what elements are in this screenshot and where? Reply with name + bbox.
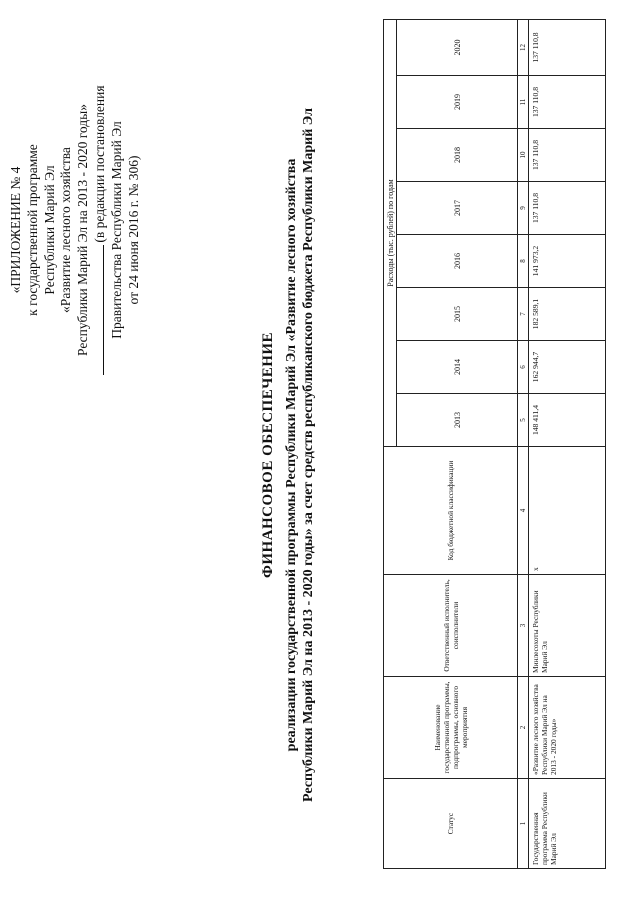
cell-value: 162 944,7 xyxy=(529,341,606,394)
appendix-line: Республики Марий Эл xyxy=(41,165,57,295)
table-header-row xyxy=(384,19,397,868)
column-number: 2 xyxy=(518,677,529,779)
appendix-line: Республики Марий Эл на 2013 - 2020 годы» xyxy=(75,104,91,356)
column-number: 11 xyxy=(518,76,529,129)
cell-executor: Минлесохоты Республики Марий Эл xyxy=(529,575,606,677)
column-number: 4 xyxy=(518,447,529,575)
cell-name: «Развитие лесного хозяйства Республики Марий Эл на 2013 - 2020 годы» xyxy=(529,677,606,779)
header-name: Наименование государственной программы, подпрограммы, основного мероприятия xyxy=(384,677,518,779)
document-heading xyxy=(260,25,317,885)
header-year: 2018 xyxy=(397,129,518,182)
heading-subtitle: Республики Марий Эл на 2013 - 2020 годы» за счет средств республиканского бюджета Республики Марий Эл xyxy=(301,108,316,802)
column-number: 1 xyxy=(518,779,529,869)
column-number: 9 xyxy=(518,182,529,235)
appendix-title: «ПРИЛОЖЕНИЕ № 4 xyxy=(8,166,23,294)
cell-status: Государственная программа Республики Марий Эл xyxy=(529,779,606,869)
heading-title: ФИНАНСОВОЕ ОБЕСПЕЧЕНИЕ xyxy=(260,331,276,579)
signature-underline xyxy=(92,245,104,375)
appendix-edition-text: (в редакции постановления xyxy=(91,85,107,243)
column-number: 7 xyxy=(518,288,529,341)
appendix-date-line: от 24 июня 2016 г. № 306) xyxy=(125,155,141,305)
header-code: Код бюджетной классификации xyxy=(384,447,518,575)
column-number: 8 xyxy=(518,235,529,288)
financing-table xyxy=(383,19,606,869)
column-number-row xyxy=(518,19,529,868)
column-number: 10 xyxy=(518,129,529,182)
header-executor: Ответственный исполнитель, соисполнители xyxy=(384,575,518,677)
header-year: 2020 xyxy=(397,19,518,75)
column-number: 5 xyxy=(518,394,529,447)
appendix-line: Правительства Республики Марий Эл xyxy=(108,121,124,339)
cell-value: 141 973,2 xyxy=(529,235,606,288)
column-number: 3 xyxy=(518,575,529,677)
header-expenses: Расходы (тыс. рублей) по годам xyxy=(384,19,397,446)
cell-value: 137 110,8 xyxy=(529,182,606,235)
column-number: 6 xyxy=(518,341,529,394)
header-year: 2014 xyxy=(397,341,518,394)
header-year: 2017 xyxy=(397,182,518,235)
cell-value: 137 110,8 xyxy=(529,19,606,75)
header-year: 2013 xyxy=(397,394,518,447)
cell-value: 148 411,4 xyxy=(529,394,606,447)
appendix-block xyxy=(8,80,142,380)
column-number: 12 xyxy=(518,19,529,75)
appendix-edition-line xyxy=(92,80,109,380)
header-year: 2015 xyxy=(397,288,518,341)
header-year: 2016 xyxy=(397,235,518,288)
appendix-line: «Развитие лесного хозяйства xyxy=(58,147,74,313)
table-row xyxy=(529,19,606,868)
cell-code: x xyxy=(529,447,606,575)
header-year: 2019 xyxy=(397,76,518,129)
cell-value: 182 589,1 xyxy=(529,288,606,341)
cell-value: 137 110,8 xyxy=(529,76,606,129)
cell-value: 137 110,8 xyxy=(529,129,606,182)
appendix-line: к государственной программе xyxy=(24,144,40,316)
heading-subtitle: реализации государственной программы Республики Марий Эл «Развитие лесного хозяйства xyxy=(284,158,299,752)
header-status: Статус xyxy=(384,779,518,869)
